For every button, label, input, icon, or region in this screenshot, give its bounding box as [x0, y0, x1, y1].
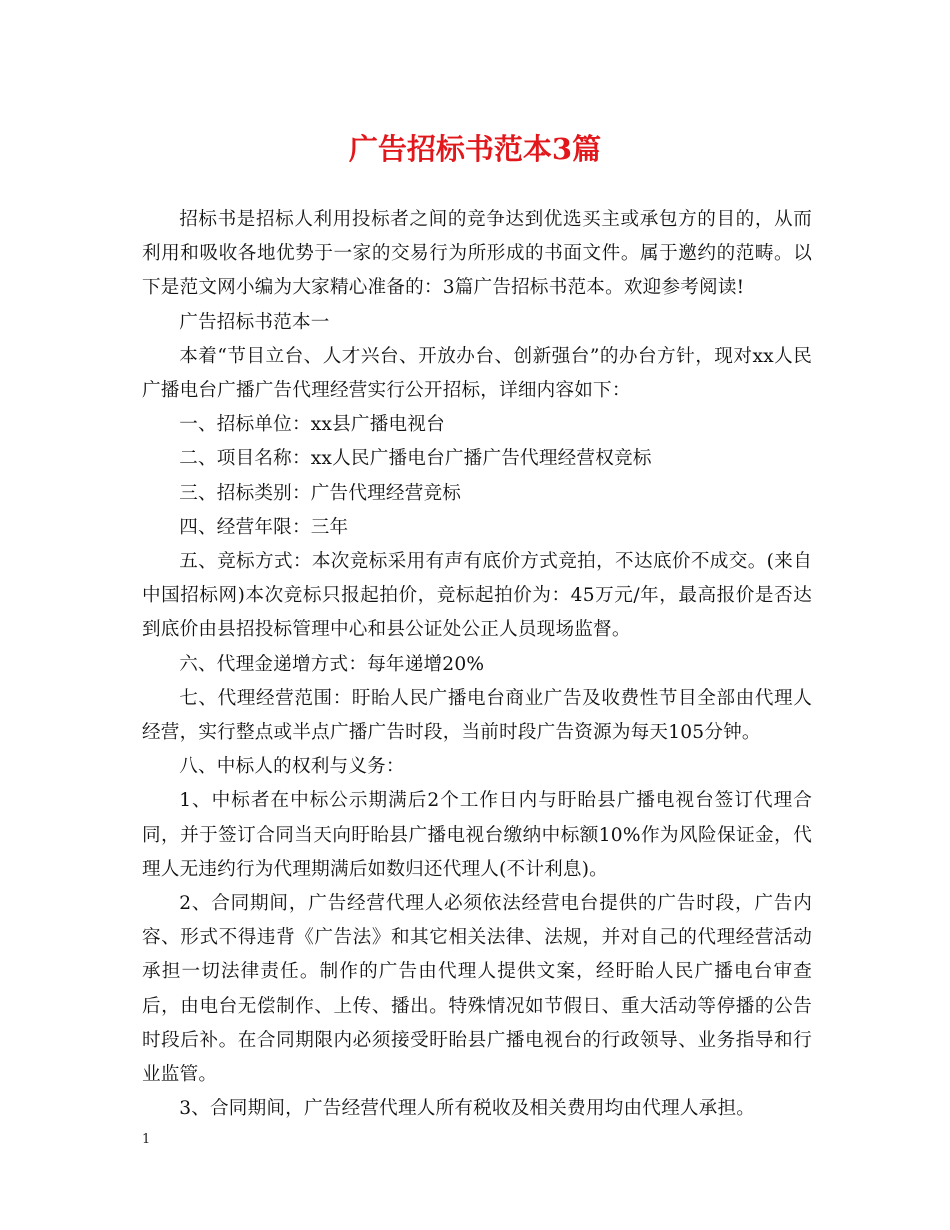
page-number: 1 — [142, 1132, 151, 1147]
paragraph: 六、代理金递增方式：每年递增20% — [179, 653, 485, 675]
paragraph: 3、合同期间，广告经营代理人所有税收及相关费用均由代理人承担。 — [179, 1098, 756, 1120]
paragraph: 二、项目名称：xx人民广播电台广播广告代理经营权竞标 — [179, 448, 652, 470]
paragraph: 本着“节目立台、人才兴台、开放办台、创新强台”的办台方针，现对xx人民广播电台广播广告代理经营实行公开招标，详细内容如下： — [142, 345, 812, 402]
paragraph: 四、经营年限：三年 — [179, 516, 349, 538]
document-body — [142, 203, 812, 1126]
paragraph: 七、代理经营范围：盱眙人民广播电台商业广告及收费性节目全部由代理人经营，实行整点或半点广播广告时段，当前时段广告资源为每天105分钟。 — [142, 687, 812, 744]
paragraph: 五、竞标方式：本次竞标采用有声有底价方式竞拍，不达底价不成交。(来自中国招标网)本次竞标只报起拍价，竞标起拍价为：45万元/年，最高报价是否达到底价由县招投标管理中心和县公证处公正人员现场监督。 — [142, 551, 812, 641]
paragraph: 一、招标单位：xx县广播电视台 — [179, 414, 445, 436]
section-heading: 广告招标书范本一 — [179, 311, 330, 333]
document-title: 广告招标书范本3篇 — [348, 132, 602, 166]
paragraph: 三、招标类别：广告代理经营竞标 — [179, 482, 462, 504]
paragraph: 2、合同期间，广告经营代理人必须依法经营电台提供的广告时段，广告内容、形式不得违背《广告法》和其它相关法律、法规，并对自己的代理经营活动承担一切法律责任。制作的广告由代理人提供文案，经盱眙人民广播电台审查后，由电台无偿制作、上传、播出。特殊情况如节假日、重大活动等停播的公告时段后补。在合同期限内必须接受盱眙县广播电视台的行政领导、业务指导和行业监管。 — [142, 893, 812, 1086]
intro-paragraph: 招标书是招标人利用投标者之间的竞争达到优选买主或承包方的目的，从而利用和吸收各地优势于一家的交易行为所形成的书面文件。属于邀约的范畴。以下是范文网小编为大家精心准备的：3篇广告招标书范本。欢迎参考阅读! — [142, 209, 812, 299]
paragraph: 1、中标者在中标公示期满后2个工作日内与盱眙县广播电视台签订代理合同，并于签订合同当天向盱眙县广播电视台缴纳中标额10%作为风险保证金，代理人无违约行为代理期满后如数归还代理人(不计利息)。 — [142, 790, 812, 880]
paragraph: 八、中标人的权利与义务： — [179, 756, 405, 778]
